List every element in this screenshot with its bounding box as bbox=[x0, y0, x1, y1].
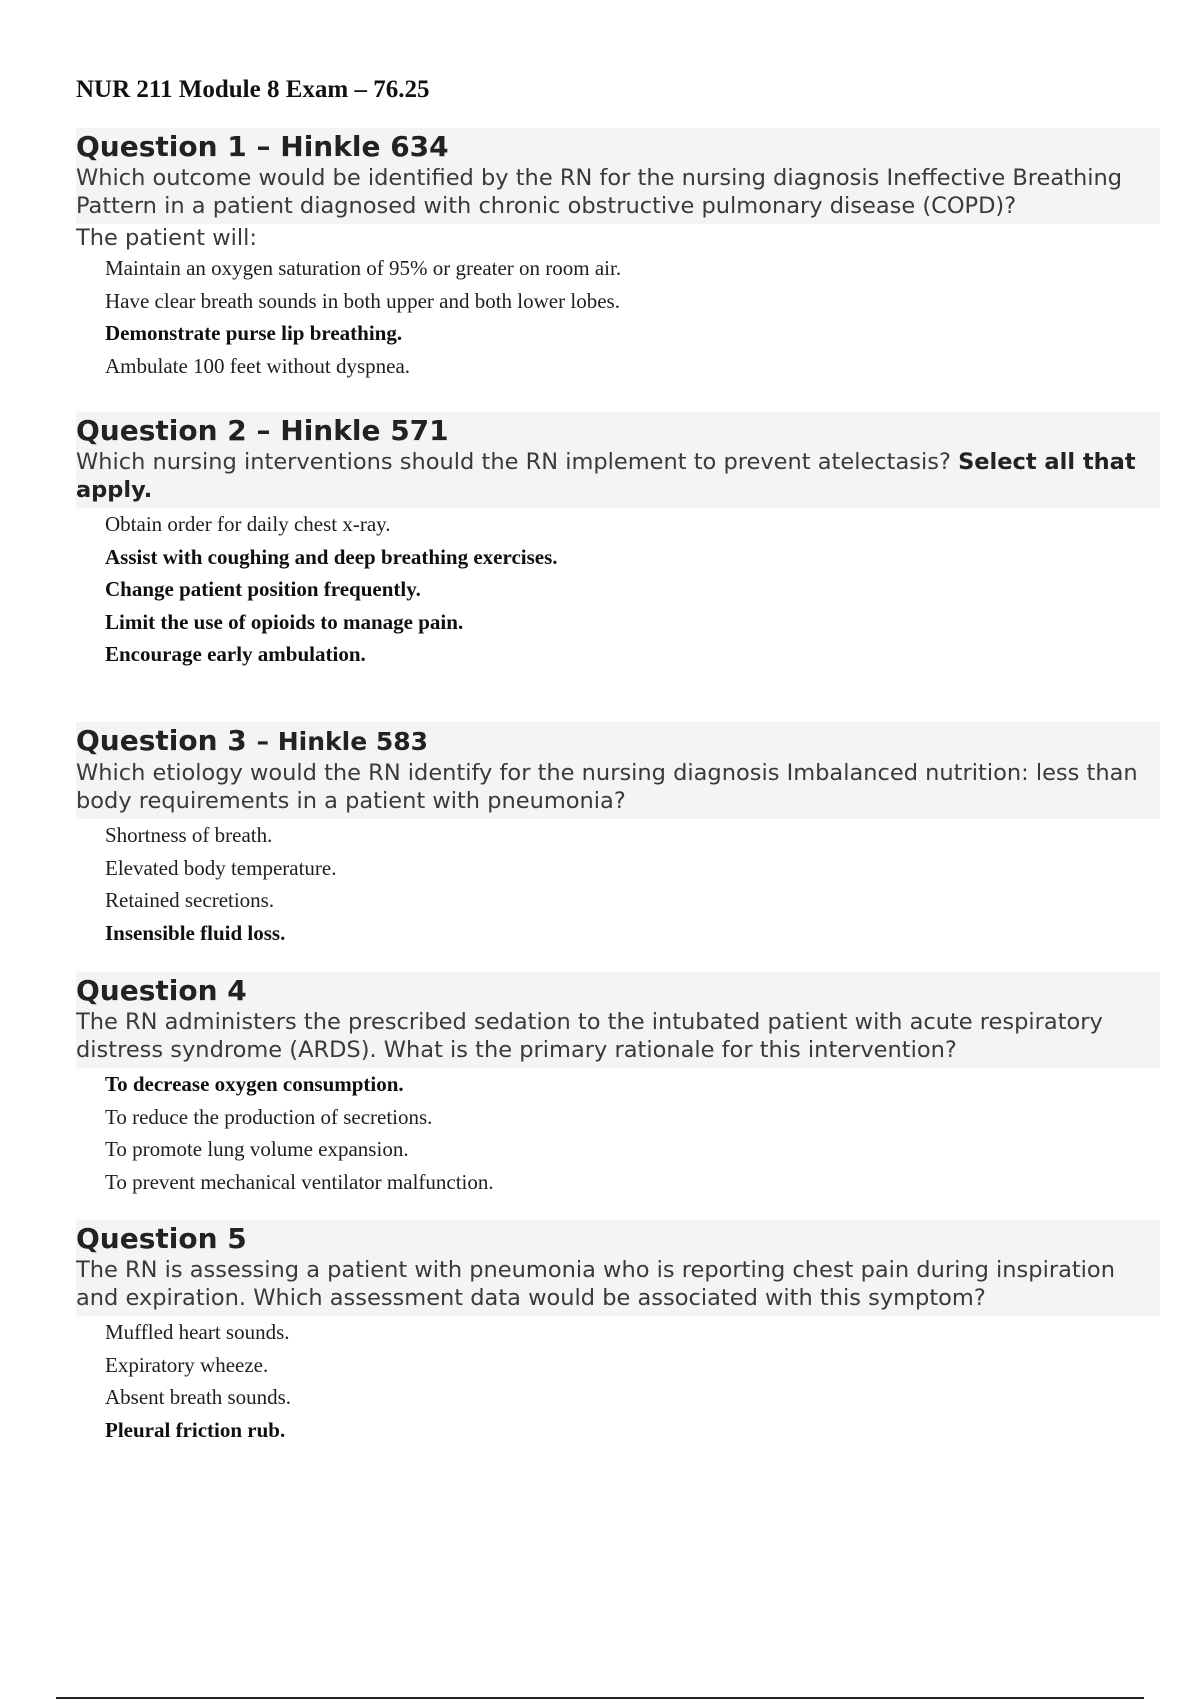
footer-divider bbox=[56, 1697, 1144, 1699]
question-5-number: Question 5 bbox=[76, 1222, 247, 1255]
question-4-heading bbox=[76, 974, 1160, 1008]
question-2-text bbox=[76, 448, 1160, 504]
answer-option: To prevent mechanical ventilator malfunction. bbox=[105, 1169, 494, 1194]
answer-option: Maintain an oxygen saturation of 95% or greater on room air. bbox=[105, 256, 622, 280]
answer-option-correct: Demonstrate purse lip breathing. bbox=[105, 321, 403, 345]
question-1-number: Question 1 bbox=[76, 130, 247, 163]
question-1-heading bbox=[76, 130, 1160, 164]
answer-option: Retained secretions. bbox=[105, 888, 275, 912]
question-3-reference: – Hinkle 583 bbox=[256, 727, 429, 756]
question-2-prompt-box bbox=[76, 412, 1160, 508]
answer-option-correct: To decrease oxygen consumption. bbox=[105, 1072, 404, 1096]
question-1-prompt-box bbox=[76, 128, 1160, 224]
question-3-text: Which etiology would the RN identify for the nursing diagnosis Imbalanced nutrition: less than body requirements in a patient with pneumonia? bbox=[76, 760, 1138, 814]
question-2-select-all: Select all that apply. bbox=[76, 449, 1136, 503]
answer-option: To reduce the production of secretions. bbox=[105, 1104, 433, 1129]
question-5 bbox=[76, 1220, 1160, 1446]
answer-option: Muffled heart sounds. bbox=[105, 1320, 290, 1344]
question-2-heading bbox=[76, 414, 1160, 448]
answer-option-correct: Insensible fluid loss. bbox=[105, 920, 286, 945]
document-title: NUR 211 Module 8 Exam – 76.25 bbox=[76, 76, 430, 103]
question-5-options bbox=[76, 1316, 1160, 1446]
question-5-prompt-box bbox=[76, 1220, 1160, 1316]
question-5-heading bbox=[76, 1222, 1160, 1256]
answer-option: Shortness of breath. bbox=[105, 823, 273, 847]
answer-option: Obtain order for daily chest x-ray. bbox=[105, 512, 391, 536]
question-1-subtext: The patient will: bbox=[76, 225, 257, 251]
answer-option-correct: Limit the use of opioids to manage pain. bbox=[105, 609, 464, 634]
answer-option: Ambulate 100 feet without dyspnea. bbox=[105, 353, 411, 378]
answer-option: Have clear breath sounds in both upper and both lower lobes. bbox=[105, 288, 620, 313]
answer-option-correct: Encourage early ambulation. bbox=[105, 642, 366, 666]
question-1-reference: – Hinkle 634 bbox=[256, 130, 449, 163]
question-2 bbox=[76, 412, 1160, 671]
question-1 bbox=[76, 128, 1160, 382]
question-5-text: The RN is assessing a patient with pneumonia who is reporting chest pain during inspiration and expiration. Which assessment data would be associated with this symptom? bbox=[76, 1257, 1115, 1311]
question-4 bbox=[76, 972, 1160, 1198]
question-2-reference: – Hinkle 571 bbox=[256, 414, 449, 447]
question-3 bbox=[76, 722, 1160, 949]
question-3-options bbox=[76, 819, 1160, 949]
question-4-number: Question 4 bbox=[76, 974, 247, 1007]
question-3-heading bbox=[76, 724, 1160, 759]
answer-option: Absent breath sounds. bbox=[105, 1385, 292, 1409]
question-3-prompt-box bbox=[76, 722, 1160, 819]
question-2-options bbox=[76, 508, 1160, 671]
answer-option-correct: Change patient position frequently. bbox=[105, 577, 421, 601]
question-4-text: The RN administers the prescribed sedation to the intubated patient with acute respiratory distress syndrome (ARDS). What is the primary rationale for this intervention? bbox=[76, 1009, 1103, 1063]
answer-option-correct: Assist with coughing and deep breathing exercises. bbox=[105, 544, 558, 569]
question-1-text: Which outcome would be identified by the RN for the nursing diagnosis Ineffective Breathing Pattern in a patient diagnosed with chronic obstructive pulmonary disease (COPD)? bbox=[76, 165, 1123, 219]
question-1-options bbox=[76, 252, 1160, 382]
question-2-number: Question 2 bbox=[76, 414, 247, 447]
answer-option-correct: Pleural friction rub. bbox=[105, 1417, 286, 1442]
answer-option: To promote lung volume expansion. bbox=[105, 1137, 409, 1161]
question-2-text-main: Which nursing interventions should the RN implement to prevent atelectasis? bbox=[76, 449, 959, 475]
answer-option: Elevated body temperature. bbox=[105, 855, 337, 880]
question-4-options bbox=[76, 1068, 1160, 1198]
question-3-number: Question 3 bbox=[76, 724, 247, 757]
question-4-prompt-box bbox=[76, 972, 1160, 1068]
answer-option: Expiratory wheeze. bbox=[105, 1352, 269, 1377]
